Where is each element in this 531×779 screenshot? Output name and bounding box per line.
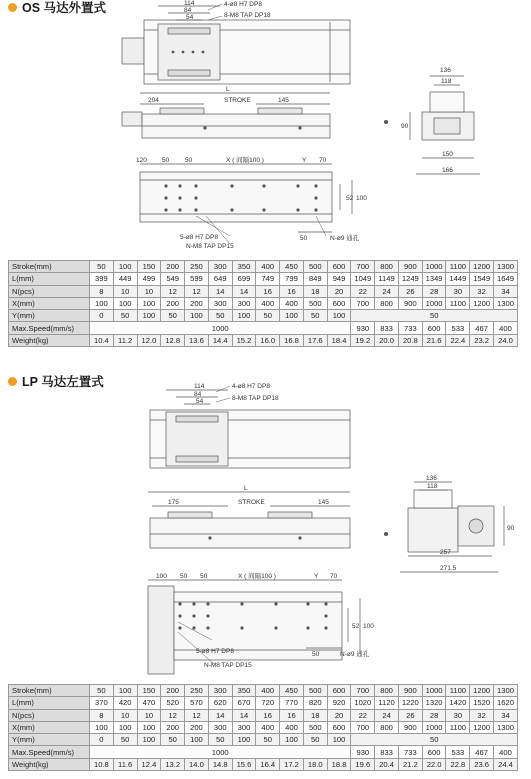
table-row: X(mm) 100 100 100 200 200 300 300 400 400 500 600 700 800 900 1000 1100 1200 1300 bbox=[9, 721, 518, 733]
lp-dim-52: 52 bbox=[352, 623, 360, 630]
lp-dim-70: 70 bbox=[330, 573, 338, 580]
os-dim-204: 204 bbox=[148, 97, 159, 104]
lp-dim-145: 145 bbox=[318, 499, 329, 506]
os-dim-52: 52 bbox=[346, 195, 354, 202]
lp-dim-y: Y bbox=[314, 573, 319, 580]
lp-dim-90: 90 bbox=[507, 525, 515, 532]
lp-dim-118: 118 bbox=[427, 483, 438, 490]
os-dim-166: 166 bbox=[442, 167, 453, 174]
lp-spec-table bbox=[8, 684, 518, 771]
table-row: L(mm) 399 449 499 549 599 649 699 749 799 849 949 1049 1149 1249 1349 1449 1549 1649 bbox=[9, 273, 518, 285]
os-dim-90: 90 bbox=[401, 123, 409, 130]
lp-dim-50c: 50 bbox=[312, 651, 320, 658]
lp-dim-257: 257 bbox=[440, 549, 451, 556]
table-row: N(pcs) 8 10 10 12 12 14 14 16 16 18 20 22 24 26 28 30 32 34 bbox=[9, 709, 518, 721]
lp-end-view bbox=[408, 508, 458, 552]
lp-dim-271: 271.5 bbox=[440, 565, 457, 572]
table-row: Stroke(mm) 50 100 150 200 250 300 350 400 450 500 600 700 800 900 1000 1100 1200 1300 bbox=[9, 685, 518, 697]
lp-drawing bbox=[0, 378, 531, 680]
lp-dim-stroke: STROKE bbox=[238, 499, 265, 506]
lp-hole-label-1: 4-ø8 H7 DP8 bbox=[232, 383, 270, 390]
lp-dim-84: 84 bbox=[194, 391, 202, 398]
table-row: Stroke(mm) 50 100 150 200 250 300 350 400 450 500 600 700 800 900 1000 1100 1200 1300 bbox=[9, 261, 518, 273]
os-dim-l: L bbox=[226, 86, 230, 93]
lp-dim-54: 54 bbox=[196, 398, 204, 405]
lp-hole-dp8: 5-ø8 H7 DP8 bbox=[196, 648, 234, 655]
table-row: Max.Speed(mm/s) 1000 930 833 733 600 533 467 400 bbox=[9, 746, 518, 758]
os-spec-table bbox=[8, 260, 518, 347]
section-title-os: OS 马达外置式 bbox=[8, 0, 106, 16]
os-dim-100: 100 bbox=[356, 195, 367, 202]
table-row: Max.Speed(mm/s) 1000 930 833 733 600 533 467 400 bbox=[9, 322, 518, 334]
os-dim-118: 118 bbox=[441, 78, 452, 85]
os-motor-block bbox=[122, 38, 144, 64]
os-dim-54: 54 bbox=[186, 14, 194, 21]
table-row: N(pcs) 8 10 10 12 12 14 14 16 16 18 20 22 24 26 28 30 32 34 bbox=[9, 285, 518, 297]
os-dim-120: 120 bbox=[136, 157, 147, 164]
os-hole-label-2: 8-M8 TAP DP18 bbox=[224, 12, 271, 19]
table-row: Weight(kg) 10.4 11.2 12.0 12.8 13.6 14.4 15.2 16.0 16.8 17.6 18.4 19.2 20.0 20.8 21.6 22.4 23.2 24.0 bbox=[9, 334, 518, 346]
os-hole-dp8: 5-ø8 H7 DP8 bbox=[180, 234, 218, 241]
os-dim-50b: 50 bbox=[185, 157, 193, 164]
table-row: L(mm) 370 420 470 520 570 620 670 720 770 820 920 1020 1120 1220 1320 1420 1520 1620 bbox=[9, 697, 518, 709]
lp-dim-50a: 50 bbox=[180, 573, 188, 580]
os-bottom-body bbox=[140, 172, 332, 222]
table-row: Weight(kg) 10.8 11.6 12.4 13.2 14.0 14.8 15.6 16.4 17.2 18.0 18.8 19.6 20.4 21.2 22.0 22.8 23.6 24.4 bbox=[9, 758, 518, 770]
os-dim-50a: 50 bbox=[162, 157, 170, 164]
table-row: Y(mm) 0 50 100 50 100 50 100 50 100 50 100 50 bbox=[9, 734, 518, 746]
lp-hole-label-2: 8-M8 TAP DP18 bbox=[232, 395, 279, 402]
lp-hole-tap: N-M8 TAP DP15 bbox=[204, 662, 252, 669]
os-dim-70: 70 bbox=[319, 157, 327, 164]
os-hole-through: N-ø9 通孔 bbox=[330, 235, 360, 242]
lp-hole-through: N-ø9 通孔 bbox=[340, 651, 370, 658]
table-row: X(mm) 100 100 100 200 200 300 300 400 400 500 600 700 800 900 1000 1100 1200 1300 bbox=[9, 297, 518, 309]
os-dim-150: 150 bbox=[442, 151, 453, 158]
os-hole-label-1: 4-ø8 H7 DP8 bbox=[224, 1, 262, 8]
os-dim-stroke: STROKE bbox=[224, 97, 251, 104]
lp-dim-100: 100 bbox=[363, 623, 374, 630]
os-dim-136: 136 bbox=[440, 67, 451, 74]
os-dim-y: Y bbox=[302, 157, 307, 164]
lp-dim-175: 175 bbox=[168, 499, 179, 506]
section-title-lp: LP 马达左置式 bbox=[8, 372, 104, 390]
table-row: Y(mm) 0 50 100 50 100 50 100 50 100 50 100 50 bbox=[9, 310, 518, 322]
lp-dim-50b: 50 bbox=[200, 573, 208, 580]
lp-dim-100b: 100 bbox=[156, 573, 167, 580]
os-dim-145: 145 bbox=[278, 97, 289, 104]
os-dim-50c: 50 bbox=[300, 235, 308, 242]
os-dim-84: 84 bbox=[184, 7, 192, 14]
lp-dim-x-pitch: X ( 间隔100 ) bbox=[238, 573, 276, 580]
os-dim-x-pitch: X ( 间隔100 ) bbox=[226, 157, 264, 164]
os-dim-114: 114 bbox=[184, 0, 195, 7]
lp-dim-114: 114 bbox=[194, 383, 205, 390]
os-hole-tap: N-M8 TAP DP15 bbox=[186, 243, 234, 250]
os-drawing bbox=[0, 0, 531, 258]
lp-dim-l: L bbox=[244, 485, 248, 492]
lp-dim-136: 136 bbox=[426, 475, 437, 482]
